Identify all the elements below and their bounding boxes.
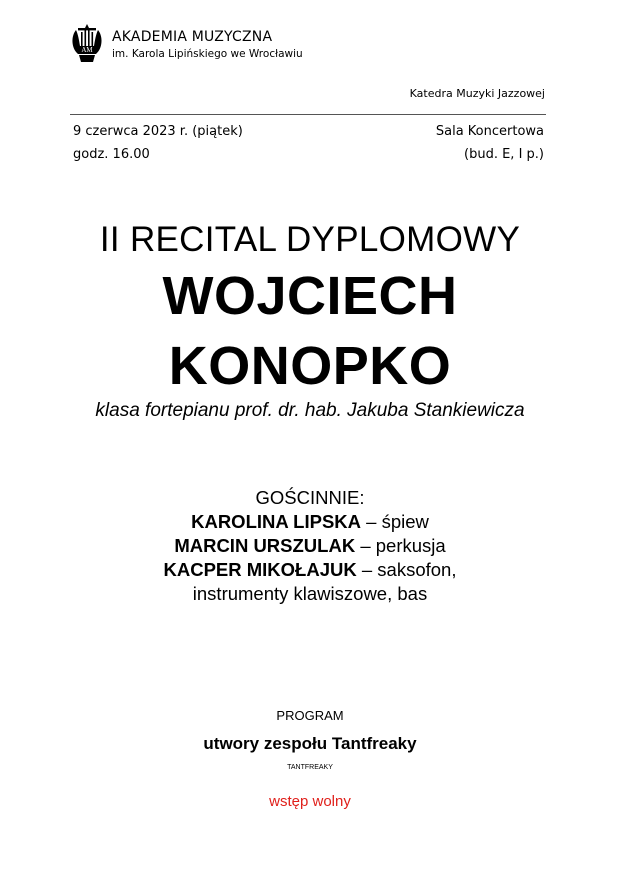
guest-role: – saksofon, — [356, 559, 457, 580]
guest-name: KACPER MIKOŁAJUK — [163, 559, 357, 580]
institution-header — [70, 22, 303, 66]
guest-role-continuation: instrumenty klawiszowe, bas — [192, 583, 428, 604]
venue-detail: (bud. E, I p.) — [464, 147, 544, 162]
event-date: 9 czerwca 2023 r. (piątek) — [73, 124, 243, 139]
svg-text:AM: AM — [81, 46, 93, 54]
venue-name: Sala Koncertowa — [435, 124, 544, 139]
guest-item — [0, 510, 620, 534]
admission-note: wstęp wolny — [269, 793, 351, 810]
guest-item — [0, 558, 620, 582]
institution-subtitle: im. Karola Lipińskiego we Wrocławiu — [112, 47, 303, 60]
institution-name: AKADEMIA MUZYCZNA — [112, 28, 273, 45]
program-title: utwory zespołu Tantfreaky — [203, 734, 417, 753]
performer-first-name: WOJCIECH — [162, 266, 458, 326]
recital-title: II RECITAL DYPLOMOWY — [99, 220, 521, 259]
guest-role: – śpiew — [361, 511, 429, 532]
header-divider — [70, 114, 546, 115]
guest-role: – perkusja — [355, 535, 446, 556]
event-time: godz. 16.00 — [73, 147, 150, 162]
guests-heading: GOŚCINNIE: — [255, 487, 365, 508]
program-label: PROGRAM — [276, 708, 344, 723]
event-datetime — [73, 120, 243, 166]
lyre-icon — [70, 22, 104, 66]
guest-name: MARCIN URSZULAK — [174, 535, 356, 556]
guests-section — [0, 486, 620, 606]
class-info: klasa fortepianu prof. dr. hab. Jakuba Stankiewicza — [95, 400, 525, 421]
guest-item — [0, 534, 620, 558]
program-small-caption: TANTFREAKY — [287, 764, 333, 771]
guest-name: KAROLINA LIPSKA — [191, 511, 362, 532]
event-venue — [436, 120, 544, 166]
performer-last-name: KONOPKO — [168, 336, 452, 396]
department-name: Katedra Muzyki Jazzowej — [409, 87, 545, 100]
